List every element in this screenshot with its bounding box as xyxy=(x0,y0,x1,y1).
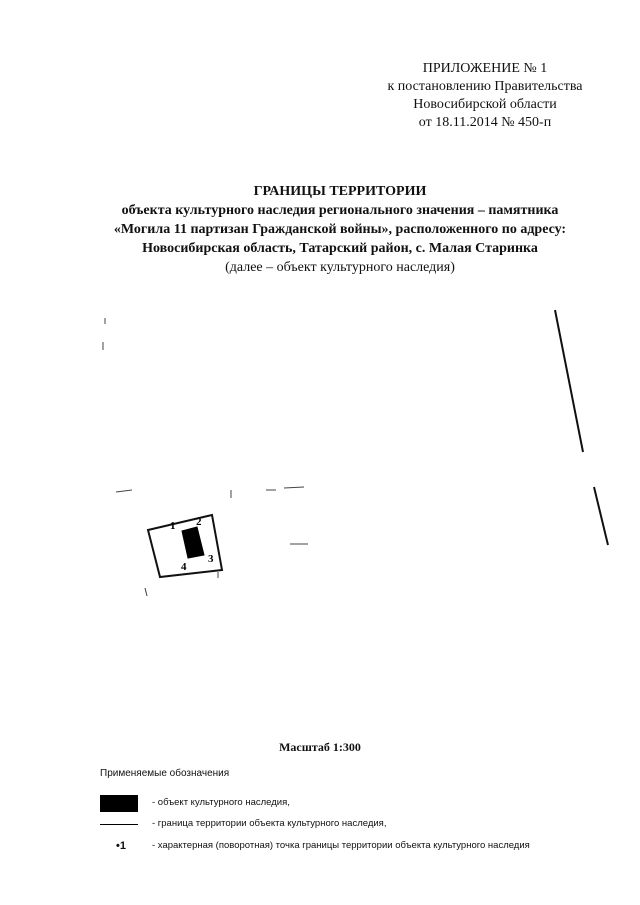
heritage-object xyxy=(182,527,204,558)
document-title xyxy=(60,182,620,277)
legend-item-point xyxy=(100,840,620,858)
point-label-4: 4 xyxy=(181,561,187,573)
legend-text-boundary: - граница территории объекта культурного наследия, xyxy=(152,818,387,829)
boundary-map xyxy=(0,280,640,630)
annex-reference: к постановлению Правительства xyxy=(387,79,583,94)
annex-header xyxy=(380,60,590,132)
legend-text-object: - объект культурного наследия, xyxy=(152,797,290,808)
annex-region: Новосибирской области xyxy=(413,97,557,112)
legend-text-point: - характерная (поворотная) точка границы территории объекта культурного наследия xyxy=(152,840,530,851)
point-label-3: 3 xyxy=(208,553,214,565)
title-line-1: объекта культурного наследия регионального значения – памятника xyxy=(121,203,559,218)
legend-item-boundary xyxy=(100,818,620,836)
title-line-3: Новосибирская область, Татарский район, с. Малая Старинка xyxy=(142,241,538,256)
turning-point-symbol: •1 xyxy=(116,840,126,852)
survey-marks xyxy=(103,318,308,596)
boundary-line-symbol xyxy=(100,824,138,825)
legend-title: Применяемые обозначения xyxy=(100,768,230,779)
title-line-2: «Могила 11 партизан Гражданской войны», расположенного по адресу: xyxy=(113,222,567,237)
point-label-1: 1 xyxy=(170,520,176,532)
title-line-4: (далее – объект культурного наследия) xyxy=(225,260,455,275)
annex-date: от 18.11.2014 № 450-п xyxy=(418,115,552,130)
filled-box-symbol xyxy=(100,795,138,812)
legend-item-object xyxy=(100,797,620,815)
title-heading: ГРАНИЦЫ ТЕРРИТОРИИ xyxy=(253,184,427,199)
point-label-2: 2 xyxy=(196,516,202,528)
fence-lines xyxy=(555,310,608,545)
annex-number: ПРИЛОЖЕНИЕ № 1 xyxy=(422,61,548,76)
map-scale: Масштаб 1:300 xyxy=(279,740,361,754)
